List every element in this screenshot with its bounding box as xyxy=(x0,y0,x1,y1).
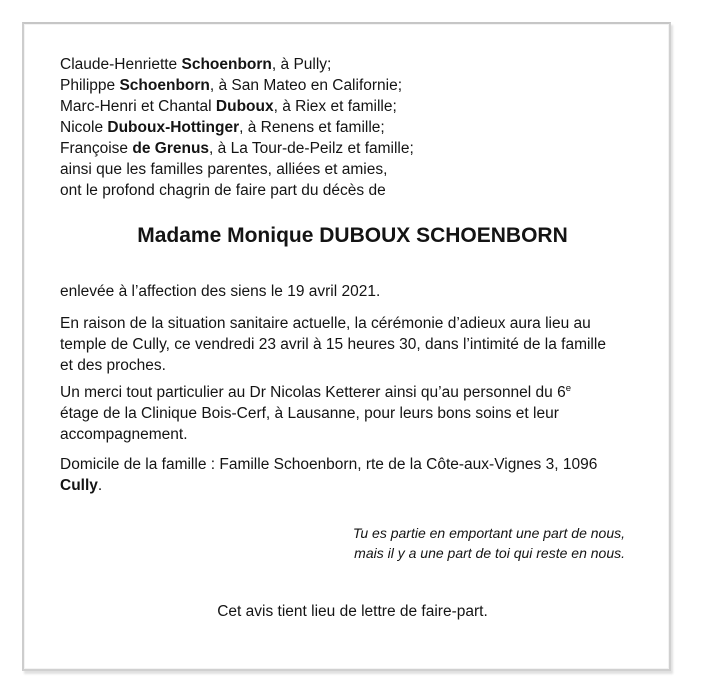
family-line xyxy=(60,180,645,201)
family-line-text: , à La Tour-de-Peilz et famille; xyxy=(209,140,414,157)
family-line-text: Claude-Henriette xyxy=(60,56,182,73)
domicile-line xyxy=(60,475,645,496)
domicile-city-bold: Cully xyxy=(60,477,98,494)
thanks-line-text: Un merci tout particulier au Dr Nicolas Ketterer ainsi qu’au personnel du 6 xyxy=(60,384,566,401)
family-line-text: Françoise xyxy=(60,140,133,157)
family-line-text: , à Riex et famille; xyxy=(273,98,397,115)
family-line-text: Philippe xyxy=(60,77,120,94)
thanks-line xyxy=(60,382,645,403)
family-name-bold: Duboux xyxy=(215,98,274,115)
death-date-line: enlevée à l’affection des siens le 19 avril 2021. xyxy=(60,283,381,300)
family-name-bold: Schoenborn xyxy=(119,77,210,94)
family-line-text: Marc-Henri et Chantal xyxy=(60,98,216,115)
ceremony-line: En raison de la situation sanitaire actuelle, la cérémonie d’adieux aura lieu au xyxy=(60,315,591,332)
domicile-line: Domicile de la famille : Famille Schoenborn, rte de la Côte-aux-Vignes 3, 1096 xyxy=(60,456,598,473)
family-line xyxy=(60,138,645,159)
family-line xyxy=(60,96,645,117)
family-name-bold: Schoenborn xyxy=(181,56,272,73)
family-line xyxy=(60,117,645,138)
family-line-text: ainsi que les familles parentes, alliées et amies, xyxy=(60,161,388,178)
family-line-text: , à San Mateo en Californie; xyxy=(209,77,403,94)
ceremony-paragraph xyxy=(60,313,645,376)
thanks-line: étage de la Clinique Bois-Cerf, à Lausanne, pour leurs bons soins et leur xyxy=(60,405,559,422)
family-line-text: , à Pully; xyxy=(271,56,332,73)
family-line xyxy=(60,54,645,75)
ordinal-superscript: e xyxy=(565,382,572,394)
domicile-paragraph xyxy=(60,454,645,496)
domicile-line-text: . xyxy=(97,477,103,494)
ceremony-line: et des proches. xyxy=(60,357,166,374)
family-name-bold: de Grenus xyxy=(132,140,210,157)
deceased-name-title: Madame Monique DUBOUX SCHOENBORN xyxy=(137,224,568,247)
quote-line: Tu es partie en emportant une part de nous, xyxy=(352,525,625,541)
family-line-text: ont le profond chagrin de faire part du décès de xyxy=(60,182,386,199)
family-line-text: , à Renens et famille; xyxy=(239,119,385,136)
family-line-text: Nicole xyxy=(60,119,108,136)
notice-content xyxy=(24,24,669,622)
family-announcement-list xyxy=(60,54,645,201)
family-name-bold: Duboux-Hottinger xyxy=(107,119,240,136)
family-line xyxy=(60,159,645,180)
thanks-line: accompagnement. xyxy=(60,426,188,443)
faire-part-closing-line: Cet avis tient lieu de lettre de faire-part. xyxy=(217,603,488,620)
ceremony-line: temple de Cully, ce vendredi 23 avril à 15 heures 30, dans l’intimité de la famille xyxy=(60,336,606,353)
memorial-quote xyxy=(60,523,625,563)
quote-line: mais il y a une part de toi qui reste en nous. xyxy=(354,545,625,561)
death-notice-card xyxy=(22,22,671,671)
family-line xyxy=(60,75,645,96)
thanks-paragraph xyxy=(60,382,645,445)
